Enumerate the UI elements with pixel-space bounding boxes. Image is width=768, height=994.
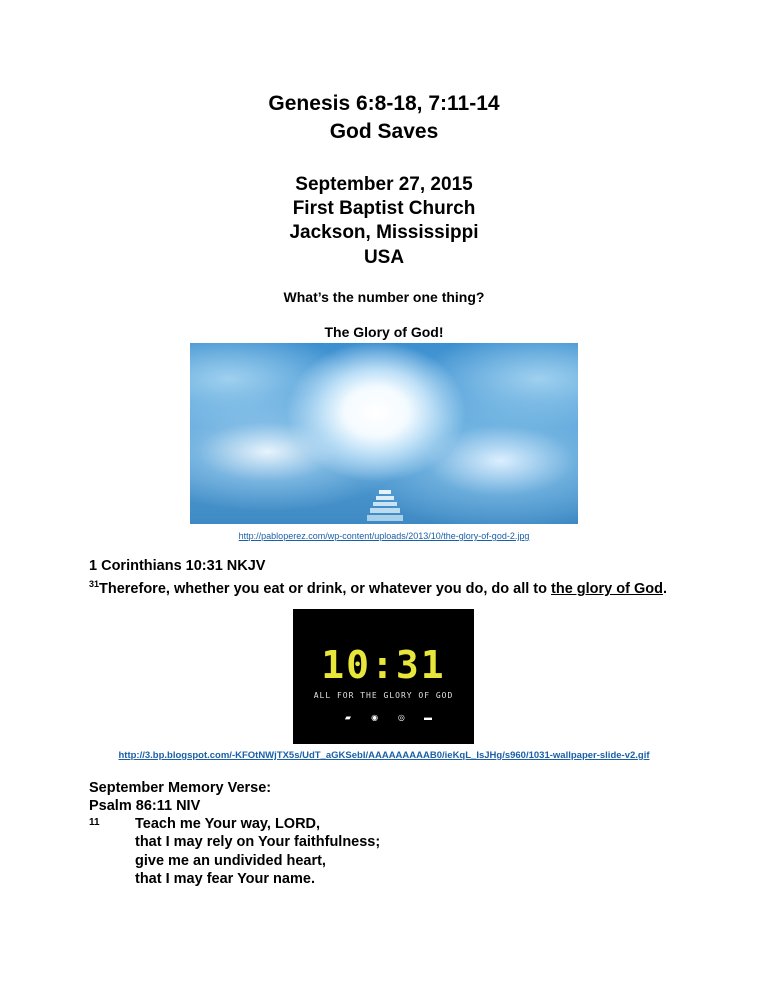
info-icon: ◉ bbox=[371, 713, 379, 722]
church-country: USA bbox=[363, 247, 405, 268]
scripture-text-end: . bbox=[662, 580, 668, 597]
sermon-title: Genesis 6:8-18, 7:11-14 bbox=[268, 92, 500, 115]
clock-image-link[interactable]: http://3.bp.blogspot.com/-KFOtNWjTX5s/UdT_aGKSebI/AAAAAAAAAB0/ieKqL_IsJHg/s960/1031-wallpaper-slide-v2.gif bbox=[118, 750, 650, 761]
share-icon: ▰ bbox=[344, 713, 352, 722]
folder-icon: ▬ bbox=[423, 713, 432, 722]
scripture-text-emphasis: the glory of God bbox=[551, 580, 663, 597]
church-city: Jackson, Mississippi bbox=[289, 222, 479, 243]
clock-digits: 10:31 bbox=[321, 643, 446, 687]
glory-of-god-image bbox=[190, 343, 578, 524]
verse-number: 31 bbox=[89, 579, 100, 589]
memory-verse-heading: September Memory Verse: bbox=[89, 780, 272, 796]
church-name: First Baptist Church bbox=[292, 198, 476, 219]
sermon-subtitle: God Saves bbox=[329, 120, 439, 143]
clock-icon-row bbox=[343, 714, 433, 728]
settings-icon: ◎ bbox=[397, 713, 405, 722]
scripture-reference: 1 Corinthians 10:31 NKJV bbox=[89, 558, 266, 574]
memory-verse-line: Teach me Your way, LORD, bbox=[135, 816, 321, 832]
stairs-graphic bbox=[365, 488, 405, 524]
scripture-text-start: Therefore, whether you eat or drink, or whatever you do, do all to bbox=[99, 580, 552, 597]
intro-answer: The Glory of God! bbox=[324, 324, 444, 340]
intro-question: What’s the number one thing? bbox=[283, 289, 485, 305]
memory-verse-number: 11 bbox=[89, 817, 100, 828]
glory-image-link[interactable]: http://pabloperez.com/wp-content/uploads/2013/10/the-glory-of-god-2.jpg bbox=[238, 531, 530, 541]
clock-wallpaper-image bbox=[293, 609, 474, 744]
memory-verse-reference: Psalm 86:11 NIV bbox=[89, 798, 201, 814]
scripture-text bbox=[89, 575, 679, 598]
memory-verse-line: that I may rely on Your faithfulness; bbox=[135, 834, 381, 850]
memory-verse-line: give me an undivided heart, bbox=[135, 853, 326, 869]
sermon-date: September 27, 2015 bbox=[295, 174, 473, 195]
memory-verse-line: that I may fear Your name. bbox=[135, 871, 315, 887]
clock-caption: ALL FOR THE GLORY OF GOD bbox=[313, 691, 454, 700]
